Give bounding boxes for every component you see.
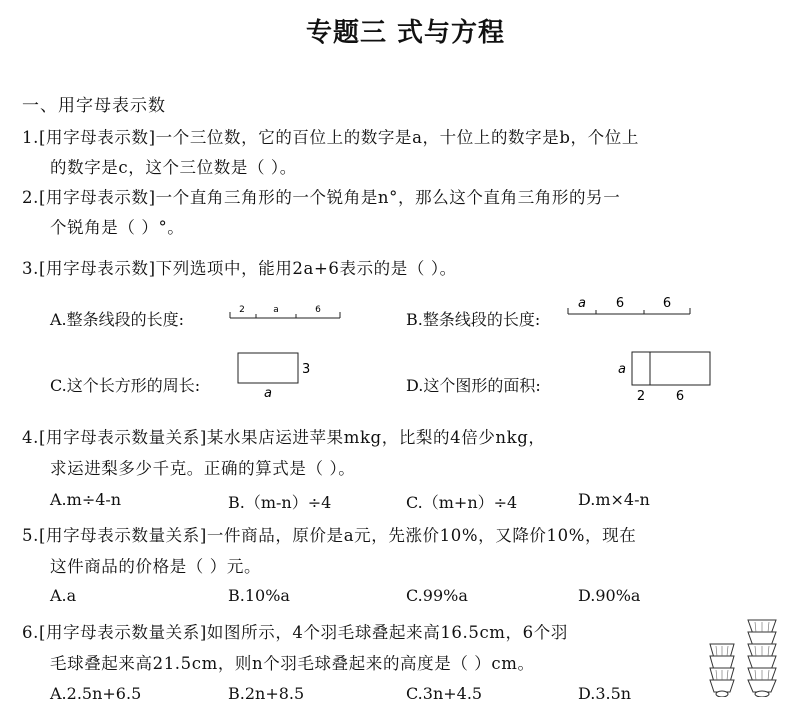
segment-figure-a bbox=[228, 300, 344, 328]
question-5-option-d: D.90%a bbox=[578, 586, 641, 605]
question-1-line-1: 1.[用字母表示数]一个三位数，它的百位上的数字是a，十位上的数字是b，个位上 bbox=[22, 128, 639, 147]
segment-b-label-3: 6 bbox=[662, 296, 672, 311]
question-3-option-a: A.整条线段的长度: bbox=[50, 310, 185, 329]
question-4-line-2: 求运进梨多少千克。正确的算式是（ ）。 bbox=[50, 459, 356, 478]
question-2-line-2: 个锐角是（ ）°。 bbox=[50, 218, 185, 237]
shuttlecock-stacks-svg bbox=[704, 616, 784, 697]
question-5-line-2: 这件商品的价格是（ ）元。 bbox=[50, 557, 262, 576]
rectangle-bottom-label: a bbox=[264, 386, 272, 400]
question-3-option-b: B.整条线段的长度: bbox=[406, 310, 541, 329]
question-4-option-d: D.m×4-n bbox=[578, 490, 650, 509]
question-5-line-1: 5.[用字母表示数量关系]一件商品，原价是a元，先涨价10%，又降价10%，现在 bbox=[22, 526, 637, 545]
question-3-option-d: D.这个图形的面积: bbox=[406, 376, 541, 395]
question-5-option-a: A.a bbox=[50, 586, 77, 605]
question-4-option-b: B.（m-n）÷4 bbox=[228, 493, 332, 512]
question-5-option-c: C.99%a bbox=[406, 586, 468, 605]
segment-figure-b bbox=[566, 292, 694, 326]
page-title: 专题三 式与方程 bbox=[305, 18, 506, 48]
question-6-option-c: C.3n+4.5 bbox=[406, 684, 483, 703]
question-3-option-c: C.这个长方形的周长: bbox=[50, 376, 201, 395]
segment-a-label-2: a bbox=[273, 305, 279, 315]
question-4-option-c: C.（m+n）÷4 bbox=[406, 493, 518, 512]
question-4-option-a: A.m÷4-n bbox=[50, 490, 122, 509]
composite-rectangle-figure-d bbox=[614, 348, 718, 408]
question-1-line-2: 的数字是c，这个三位数是（ ）。 bbox=[50, 158, 297, 177]
question-6-line-1: 6.[用字母表示数量关系]如图所示，4个羽毛球叠起来高16.5cm，6个羽 bbox=[22, 623, 568, 642]
question-6-line-2: 毛球叠起来高21.5cm，则n个羽毛球叠起来的高度是（ ）cm。 bbox=[50, 654, 535, 673]
rectangle-figure-c bbox=[234, 350, 314, 404]
question-5-option-b: B.10%a bbox=[228, 586, 290, 605]
rectangle-side-label: 3 bbox=[302, 362, 311, 377]
segment-b-label-2: 6 bbox=[615, 296, 625, 311]
question-3-line-1: 3.[用字母表示数]下列选项中，能用2a+6表示的是（ ）。 bbox=[22, 259, 457, 278]
question-4-line-1: 4.[用字母表示数量关系]某水果店运进苹果mkg，比梨的4倍少nkg， bbox=[22, 428, 546, 447]
segment-b-label-1: a bbox=[578, 296, 586, 311]
composite-bottom-label-1: 2 bbox=[636, 389, 646, 404]
composite-bottom-label-2: 6 bbox=[675, 389, 685, 404]
segment-a-label-3: 6 bbox=[315, 305, 321, 315]
question-6-option-b: B.2n+8.5 bbox=[228, 684, 305, 703]
segment-a-label-1: 2 bbox=[239, 305, 245, 315]
section-heading: 一、用字母表示数 bbox=[22, 96, 166, 116]
composite-side-label: a bbox=[618, 362, 626, 377]
shuttlecock-stacks-illustration bbox=[704, 616, 784, 701]
question-6-option-d: D.3.5n bbox=[578, 684, 632, 703]
question-6-option-a: A.2.5n+6.5 bbox=[50, 684, 142, 703]
question-2-line-1: 2.[用字母表示数]一个直角三角形的一个锐角是n°，那么这个直角三角形的另一 bbox=[22, 188, 621, 207]
